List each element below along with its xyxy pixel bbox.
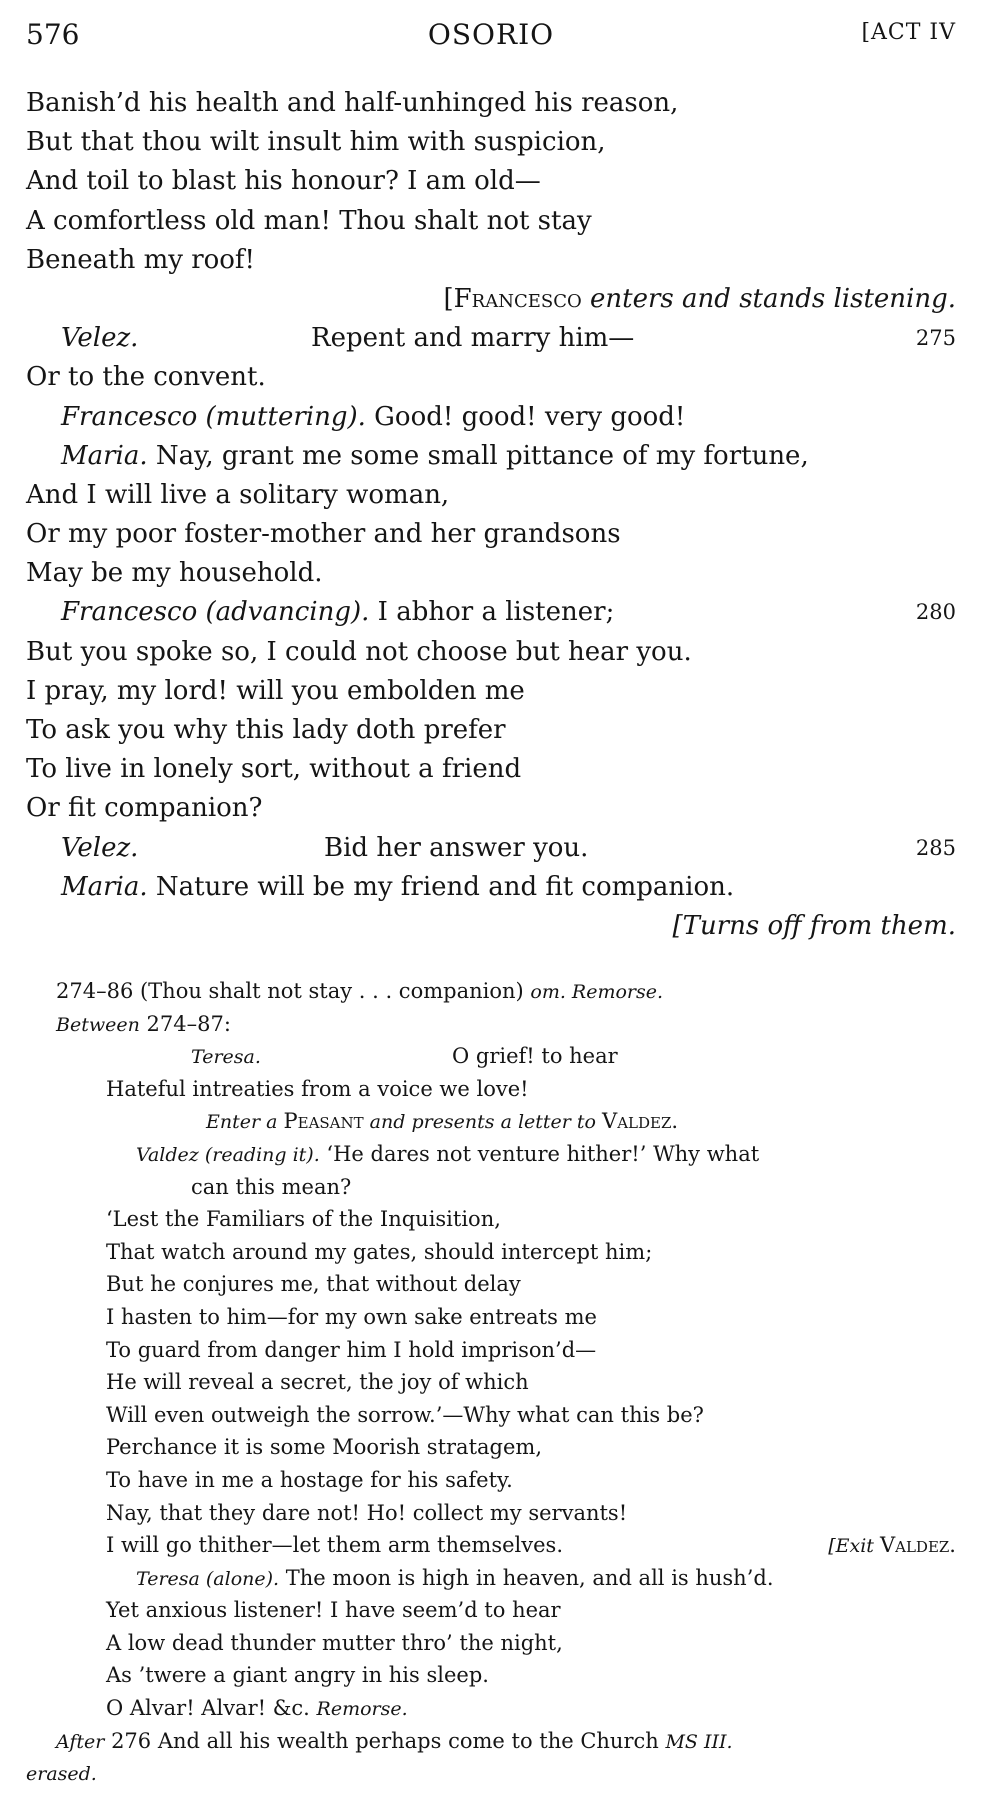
stage-direction: [828, 1529, 956, 1563]
note-text: O Alvar! Alvar! &c.: [106, 1696, 317, 1721]
play-text: [26, 84, 956, 946]
note-text: 276 And all his wealth perhaps come to the Church: [104, 1728, 666, 1753]
verse-text: Bid her answer you.: [324, 832, 589, 863]
note-italic: and presents a letter to: [363, 1111, 603, 1134]
verse-line: I pray, my lord! will you embolden me: [26, 675, 525, 706]
verse-line: And I will live a solitary woman,: [26, 479, 450, 510]
note-line: Nay, that they dare not! Ho! collect my servants!: [106, 1500, 628, 1525]
speaker-name: Velez.: [61, 323, 139, 354]
line-number: 280: [915, 600, 956, 625]
character-name: Valdez.: [602, 1109, 679, 1134]
verse-text: I abhor a listener;: [369, 597, 615, 628]
verse-line: [26, 593, 956, 632]
verse-text: Nature will be my friend and fit companion.: [147, 871, 735, 902]
note-line: [26, 1008, 956, 1041]
note-line: [26, 1562, 956, 1595]
speaker-name: Valdez (reading it).: [136, 1143, 320, 1166]
speaker-name: Francesco: [61, 401, 198, 432]
verse-text: Repent and marry him—: [311, 323, 635, 354]
note-line: [26, 975, 956, 1008]
page-number: 576: [26, 18, 80, 51]
note-line: I hasten to him—for my own sake entreats me: [106, 1304, 597, 1329]
note-text: The moon is high in heaven, and all is hush’d.: [279, 1565, 774, 1590]
note-line: Yet anxious listener! I have seem’d to hear: [106, 1598, 561, 1623]
note-italic: Remorse.: [316, 1698, 408, 1721]
note-line: can this mean?: [191, 1174, 352, 1199]
verse-line: Banish’d his health and half-unhinged his reason,: [26, 88, 679, 118]
speaker-name: Francesco: [61, 597, 198, 628]
note-line: But he conjures me, that without delay: [106, 1272, 521, 1297]
verse-text: Nay, grant me some small pittance of my fortune,: [147, 440, 809, 471]
verse-line: Or to the convent.: [26, 362, 266, 393]
note-line: [26, 1692, 956, 1725]
verse-line: Or my poor foster-mother and her grandsons: [26, 519, 621, 550]
verse-line: A comfortless old man! Thou shalt not stay: [26, 205, 592, 236]
note-text: 274–86 (Thou shalt not stay . . . companion): [56, 979, 531, 1003]
stage-direction-text: (muttering).: [197, 401, 366, 432]
stage-direction: [26, 280, 956, 319]
character-name: Francesco: [453, 283, 582, 314]
note-line: [26, 1138, 956, 1171]
note-italic: MS III.: [665, 1730, 733, 1753]
note-line: A low dead thunder mutter thro’ the night,: [106, 1630, 563, 1655]
verse-line: Or fit companion?: [26, 793, 263, 824]
speaker-name: Teresa (alone).: [136, 1567, 280, 1590]
verse-line: And toil to blast his honour? I am old—: [26, 166, 541, 197]
note-line: [26, 1757, 956, 1790]
verse-line: [26, 829, 956, 868]
verse-line: [26, 868, 956, 907]
note-line: Perchance it is some Moorish stratagem,: [106, 1435, 542, 1460]
note-text: 274–87:: [139, 1011, 231, 1036]
note-line: [26, 1040, 956, 1073]
note-line: He will reveal a secret, the joy of which: [106, 1370, 529, 1395]
note-line: [26, 1529, 956, 1562]
line-number: 285: [915, 835, 956, 860]
verse-line: Beneath my roof!: [26, 244, 255, 275]
verse-line: [26, 398, 956, 437]
line-number: 275: [915, 326, 956, 351]
textual-notes: [26, 975, 956, 1790]
note-line: Will even outweigh the sorrow.’—Why what can this be?: [106, 1402, 704, 1427]
note-text: ‘He dares not venture hither!’ Why what: [319, 1141, 760, 1166]
act-label-text: ACT IV: [871, 20, 956, 45]
note-line: Hateful intreaties from a voice we love!: [106, 1076, 529, 1101]
verse-line: [26, 437, 956, 476]
verse-text: Good! good! very good!: [365, 401, 686, 432]
note-italic: [Exit: [828, 1535, 880, 1558]
note-text: O grief! to hear: [452, 1044, 618, 1069]
page-header: [26, 18, 956, 58]
note-line: To guard from danger him I hold imprison’d—: [106, 1337, 597, 1362]
speaker-name: Maria.: [61, 440, 148, 471]
stage-direction-text: enters and stands listening.: [581, 283, 956, 314]
note-italic: Between: [56, 1013, 140, 1036]
character-name: Peasant: [283, 1109, 364, 1134]
running-title: OSORIO: [427, 18, 555, 51]
verse-line: [26, 319, 956, 358]
note-line: That watch around my gates, should intercept him;: [106, 1239, 653, 1264]
note-italic: om. Remorse.: [530, 981, 664, 1003]
stage-direction: [Turns off from them.: [672, 910, 956, 941]
note-italic: After: [56, 1730, 105, 1753]
speaker-name: Teresa.: [191, 1046, 261, 1069]
speaker-name: Velez.: [61, 832, 139, 863]
note-line: ‘Lest the Familiars of the Inquisition,: [106, 1207, 501, 1232]
note-italic: erased.: [26, 1763, 97, 1786]
verse-line: To ask you why this lady doth prefer: [26, 715, 506, 745]
act-label: [861, 20, 956, 45]
note-line: [26, 1105, 956, 1138]
note-italic: Enter a: [206, 1111, 284, 1134]
verse-line: But that thou wilt insult him with suspicion,: [26, 127, 606, 158]
note-line: As ’twere a giant angry in his sleep.: [106, 1663, 489, 1688]
note-line: To have in me a hostage for his safety.: [106, 1467, 513, 1492]
character-name: Valdez.: [879, 1533, 956, 1558]
verse-line: To live in lonely sort, without a friend: [26, 754, 522, 785]
speaker-name: Maria.: [61, 871, 148, 902]
bracket: [: [443, 283, 454, 314]
verse-line: But you spoke so, I could not choose but hear you.: [26, 636, 692, 667]
note-line: [26, 1725, 956, 1758]
verse-line: May be my household.: [26, 558, 323, 589]
note-text: I will go thither—let them arm themselves.: [106, 1533, 563, 1558]
stage-direction-text: (advancing).: [197, 597, 370, 628]
act-bracket: [: [861, 20, 872, 45]
